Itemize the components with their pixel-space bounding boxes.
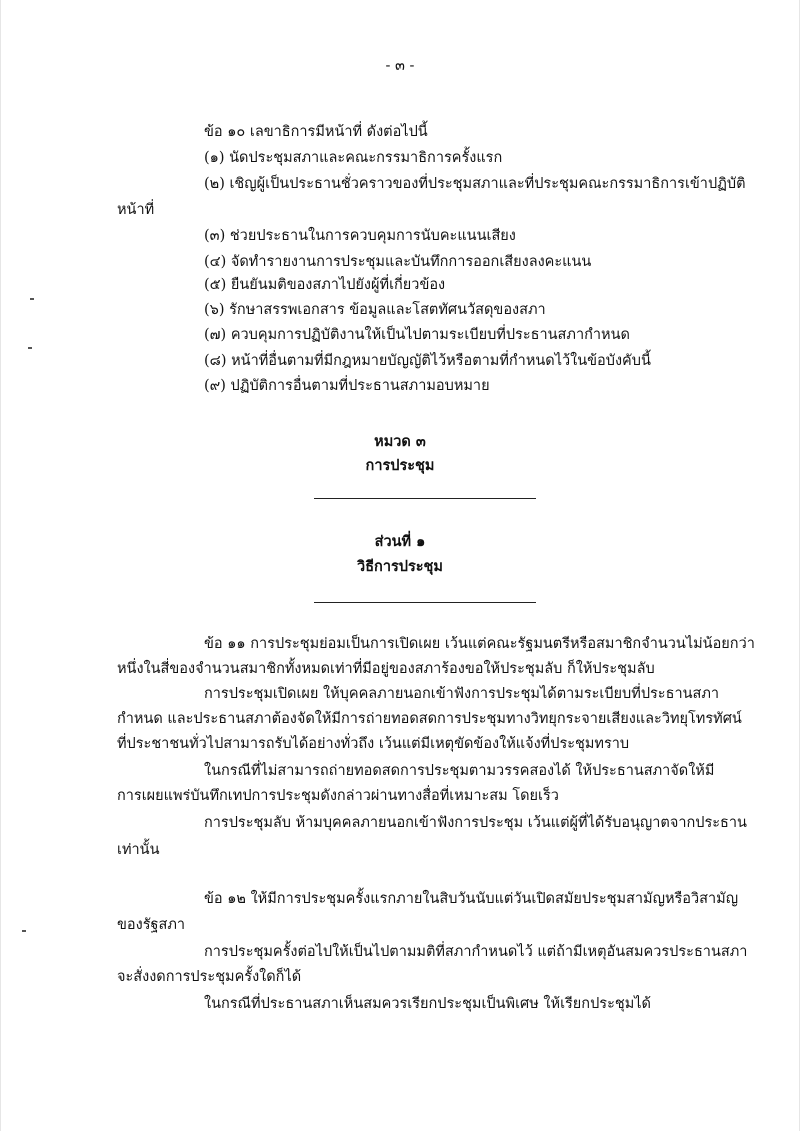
clause-11-line: การเผยแพร่บันทึกเทปการประชุมดังกล่าวผ่านทางสื่อที่เหมาะสม โดยเร็ว xyxy=(117,788,559,804)
clause-10-item: (๘) หน้าที่อื่นตามที่มีกฎหมายบัญญัติไว้หรือตามที่กำหนดไว้ในข้อบังคับนี้ xyxy=(204,353,651,369)
clause-10-item: (๒) เชิญผู้เป็นประธานชั่วคราวของที่ประชุมสภาและที่ประชุมคณะกรรมาธิการเข้าปฏิบัติ xyxy=(204,176,746,192)
clause-10-item: (๑) นัดประชุมสภาและคณะกรรมาธิการครั้งแรก xyxy=(204,150,503,166)
part-title: วิธีการประชุม xyxy=(357,558,443,575)
scan-speck xyxy=(30,298,34,300)
clause-11-line: การประชุมเปิดเผย ให้บุคคลภายนอกเข้าฟังการประชุมได้ตามระเบียบที่ประธานสภา xyxy=(204,686,720,702)
clause-10-item: (๙) ปฏิบัติการอื่นตามที่ประธานสภามอบหมาย xyxy=(204,378,490,394)
clause-12-line: ข้อ ๑๒ ให้มีการประชุมครั้งแรกภายในสิบวันนับแต่วันเปิดสมัยประชุมสามัญหรือวิสามัญ xyxy=(204,891,739,907)
part-label: ส่วนที่ ๑ xyxy=(374,533,426,550)
clause-12-line: การประชุมครั้งต่อไปให้เป็นไปตามมติที่สภากำหนดไว้ แต่ถ้ามีเหตุอันสมควรประธานสภา xyxy=(204,944,748,960)
scan-speck xyxy=(22,930,26,932)
clause-11-line: ข้อ ๑๑ การประชุมย่อมเป็นการเปิดเผย เว้นแต่คณะรัฐมนตรีหรือสมาชิกจำนวนไม่น้อยกว่า xyxy=(204,636,755,652)
clause-10-item: (๖) รักษาสรรพเอกสาร ข้อมูลและโสตทัศนวัสดุของสภา xyxy=(204,302,546,318)
scan-speck xyxy=(28,347,32,349)
clause-10-item-continuation: หน้าที่ xyxy=(117,202,155,218)
clause-12-line: ในกรณีที่ประธานสภาเห็นสมควรเรียกประชุมเป็นพิเศษ ให้เรียกประชุมได้ xyxy=(204,996,651,1012)
clause-12-line: ของรัฐสภา xyxy=(117,917,186,933)
page-number: - ๓ - xyxy=(385,58,415,74)
clause-11-line: กำหนด และประธานสภาต้องจัดให้มีการถ่ายทอดสดการประชุมทางวิทยุกระจายเสียงและวิทยุโทรทัศน์ xyxy=(117,711,742,727)
clause-11-line: การประชุมลับ ห้ามบุคคลภายนอกเข้าฟังการประชุม เว้นแต่ผู้ที่ได้รับอนุญาตจากประธาน xyxy=(204,815,747,831)
clause-10-item: (๔) จัดทำรายงานการประชุมและบันทึกการออกเสียงลงคะแนน xyxy=(204,254,592,270)
clause-11-line: ในกรณีที่ไม่สามารถถ่ายทอดสดการประชุมตามวรรคสองได้ ให้ประธานสภาจัดให้มี xyxy=(204,763,715,779)
clause-10-item: (๕) ยืนยันมติของสภาไปยังผู้ที่เกี่ยวข้อง xyxy=(204,277,446,293)
chapter-title: การประชุม xyxy=(365,457,435,474)
clause-10-heading: ข้อ ๑๐ เลขาธิการมีหน้าที่ ดังต่อไปนี้ xyxy=(204,124,428,140)
clause-10-item: (๓) ช่วยประธานในการควบคุมการนับคะแนนเสียง xyxy=(204,228,516,244)
clause-10-item: (๗) ควบคุมการปฏิบัติงานให้เป็นไปตามระเบียบที่ประธานสภากำหนด xyxy=(204,327,630,343)
clause-12-line: จะสั่งงดการประชุมครั้งใดก็ได้ xyxy=(117,969,302,985)
chapter-divider xyxy=(314,498,536,499)
clause-11-line: หนึ่งในสี่ของจำนวนสมาชิกทั้งหมดเท่าที่มีอยู่ของสภาร้องขอให้ประชุมลับ ก็ให้ประชุมลับ xyxy=(117,661,655,677)
part-divider xyxy=(314,602,536,603)
chapter-label: หมวด ๓ xyxy=(374,433,426,450)
clause-11-line: ที่ประชาชนทั่วไปสามารถรับได้อย่างทั่วถึง เว้นแต่มีเหตุขัดข้องให้แจ้งที่ประชุมทราบ xyxy=(117,736,630,752)
clause-11-line: เท่านั้น xyxy=(117,842,160,858)
